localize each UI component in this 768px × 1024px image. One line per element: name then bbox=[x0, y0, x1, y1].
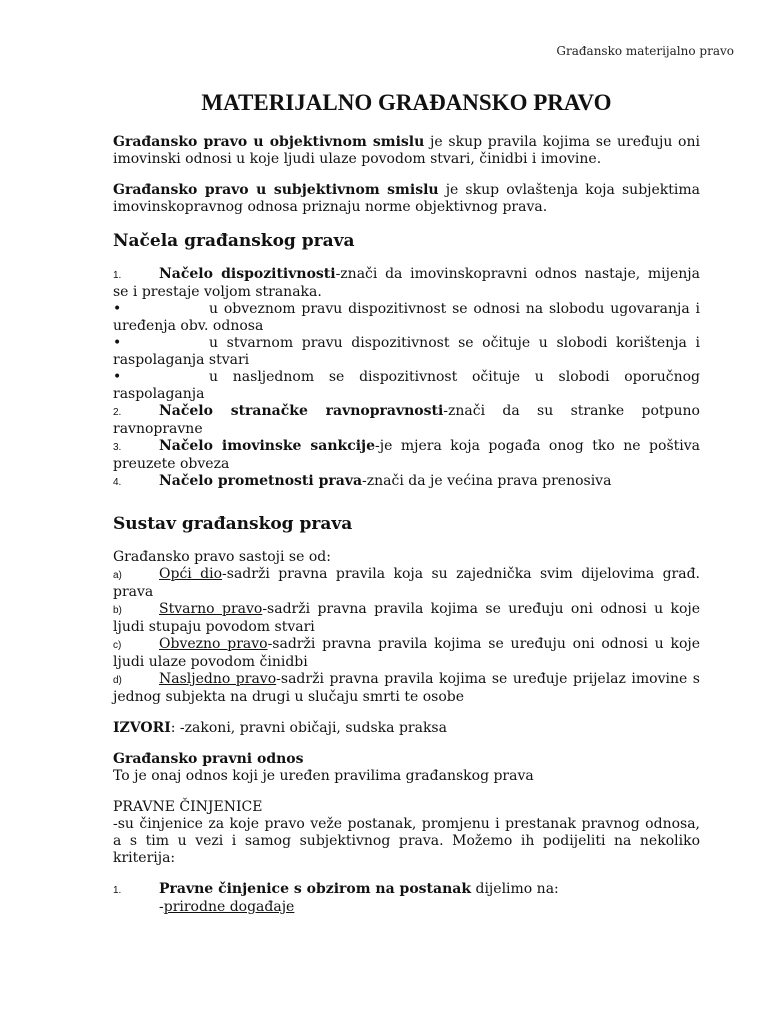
sub-list-item bbox=[113, 899, 700, 916]
list-letter: a) bbox=[113, 570, 122, 581]
list-letter: d) bbox=[113, 675, 122, 686]
list-item-term: Stvarno pravo bbox=[159, 601, 263, 617]
intro-paragraph-1 bbox=[113, 134, 700, 168]
list-item-term: Pravne činjenice s obzirom na postanak bbox=[159, 881, 472, 897]
odnos-heading bbox=[113, 751, 700, 768]
list-letter: b) bbox=[113, 605, 122, 616]
cinjenice-heading: PRAVNE ČINJENICE bbox=[113, 799, 263, 815]
list-item-text: -je mjera koja pogađa onog tko ne poštiva preuzete obveza bbox=[113, 438, 700, 472]
intro-paragraph-2 bbox=[113, 182, 700, 216]
list-item-term: Načelo imovinske sankcije bbox=[159, 438, 376, 454]
bullet-marker: • bbox=[113, 335, 122, 351]
list-item-text: -znači da su stranke potpuno ravnopravne bbox=[113, 403, 700, 437]
list-item bbox=[113, 566, 700, 601]
running-header: Građansko materijalno pravo bbox=[556, 44, 734, 58]
izvori-text: : -zakoni, pravni običaji, sudska praksa bbox=[170, 720, 447, 736]
list-item bbox=[113, 438, 700, 473]
bullet-item-text: u nasljednom se dispozitivnost očituje u slobodi oporučnog raspolaganja bbox=[113, 369, 700, 402]
list-item-term: Opći dio bbox=[159, 566, 223, 582]
bullet-marker: • bbox=[113, 369, 122, 385]
list-number: 2. bbox=[113, 407, 122, 418]
list-item-term: Načelo stranačke ravnopravnosti bbox=[159, 403, 444, 419]
list-item-text: -sadrži pravna pravila kojima se uređuju oni odnosi u koje ljudi ulaze povodom činidbi bbox=[113, 636, 700, 670]
list-item-term: Načelo prometnosti prava bbox=[159, 473, 363, 489]
sub-item-dash: - bbox=[159, 899, 164, 915]
list-number: 1. bbox=[113, 885, 122, 896]
list-item-text: -znači da imovinskopravni odnos nastaje, mijenja se i prestaje voljom stranaka. bbox=[113, 266, 700, 300]
document-body bbox=[113, 88, 700, 916]
cinjenice-text: -su činjenice za koje pravo veže postanak, promjenu i prestanak pravnog odnosa, a s tim u vezi i samog subjektivnog prava. Možemo ih podijeliti na nekoliko kriterija: bbox=[113, 816, 700, 866]
section-lead: Građansko pravo sastoji se od: bbox=[113, 549, 331, 565]
list-item-text: -sadrži pravna pravila kojima se uređuju oni odnosi u koje ljudi stupaju povodom stvari bbox=[113, 601, 701, 635]
izvori-paragraph bbox=[113, 720, 700, 737]
section-heading-nacela: Načela građanskog prava bbox=[113, 231, 355, 251]
bullet-item bbox=[113, 301, 700, 335]
list-item bbox=[113, 601, 700, 636]
list-item bbox=[113, 473, 700, 491]
sub-item-text: prirodne događaje bbox=[163, 899, 295, 915]
intro-text-2: je skup ovlaštenja koja subjektima imovinskopravnog odnosa priznaju norme objektivnog prava. bbox=[113, 182, 700, 215]
bullet-item-text: u stvarnom pravu dispozitivnost se očituje u slobodi korištenja i raspolaganja stvari bbox=[113, 335, 700, 368]
odnos-text: To je onaj odnos koji je uređen pravilima građanskog prava bbox=[113, 768, 534, 784]
odnos-heading-text: Građansko pravni odnos bbox=[113, 751, 304, 767]
list-number: 1. bbox=[113, 270, 122, 281]
page-title: MATERIJALNO GRAĐANSKO PRAVO bbox=[201, 90, 612, 115]
bullet-item-text: u obveznom pravu dispozitivnost se odnosi na slobodu ugovaranja i uređenja obv. odnosa bbox=[113, 301, 700, 334]
intro-term-2: Građansko pravo u subjektivnom smislu bbox=[113, 182, 439, 198]
list-item-term: Nasljedno pravo bbox=[159, 671, 277, 687]
list-item bbox=[113, 881, 700, 899]
list-item-text: -sadrži pravna pravila koja su zajednička svim dijelovima građ. prava bbox=[113, 566, 701, 600]
list-item bbox=[113, 671, 700, 706]
list-item-text: -znači da je većina prava prenosiva bbox=[362, 473, 612, 489]
list-item bbox=[113, 636, 700, 671]
bullet-item bbox=[113, 369, 700, 403]
list-letter: c) bbox=[113, 640, 122, 651]
list-item-term: Načelo dispozitivnosti bbox=[159, 266, 336, 282]
list-item bbox=[113, 403, 700, 438]
list-item bbox=[113, 266, 700, 301]
section-heading-sustav: Sustav građanskog prava bbox=[113, 514, 353, 534]
list-item-text: -sadrži pravna pravila kojima se uređuje prijelaz imovine s jednog subjekta na drugi u slučaju smrti te osobe bbox=[113, 671, 700, 705]
intro-term-1: Građansko pravo u objektivnom smislu bbox=[113, 134, 425, 150]
izvori-label: IZVORI bbox=[113, 720, 171, 736]
bullet-marker: • bbox=[113, 301, 122, 317]
list-number: 3. bbox=[113, 442, 122, 453]
list-item-text: dijelimo na: bbox=[471, 881, 559, 897]
list-item-term: Obvezno pravo bbox=[159, 636, 268, 652]
list-number: 4. bbox=[113, 477, 122, 488]
bullet-item bbox=[113, 335, 700, 369]
intro-text-1: je skup pravila kojima se uređuju oni imovinski odnosi u koje ljudi ulaze povodom stvari, činidbi i imovine. bbox=[113, 134, 700, 167]
